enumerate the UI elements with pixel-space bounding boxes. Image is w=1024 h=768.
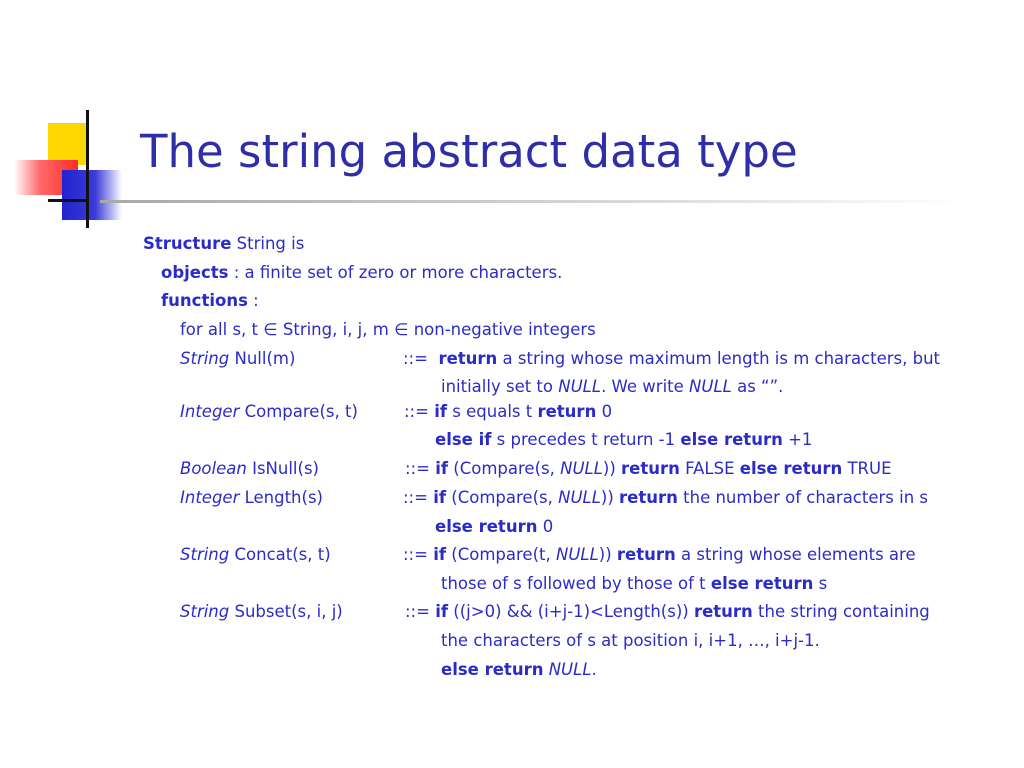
def-length-body-1 (403, 487, 928, 509)
definition-text: (Compare(s, (448, 459, 561, 478)
definition-text: 0 (537, 517, 554, 536)
def-isnull-body (405, 458, 892, 480)
definition-text: +1 (782, 430, 813, 449)
null-literal: NULL (555, 545, 599, 564)
definition-text: as “”. (731, 377, 784, 396)
definition-operator: ::= (403, 349, 428, 368)
def-subset-body-3 (441, 659, 597, 681)
slide-title: The string abstract data type (140, 125, 798, 178)
return-keyword: return (621, 459, 680, 478)
def-isnull-signature (180, 458, 319, 480)
function-signature: Concat(s, t) (229, 545, 331, 564)
definition-text: the string containing (752, 602, 930, 621)
def-null-signature (180, 348, 295, 370)
functions-keyword: functions (161, 291, 248, 310)
return-keyword: return (619, 488, 678, 507)
definition-text: )) (602, 459, 622, 478)
return-type: Integer (180, 402, 240, 421)
definition-operator: ::= (405, 602, 430, 621)
objects-text: : a finite set of zero or more characters. (228, 263, 563, 282)
def-null-body-2 (441, 376, 783, 398)
structure-keyword: Structure (143, 234, 232, 253)
else-if-keyword: else if (435, 430, 492, 449)
objects-line (161, 262, 562, 284)
return-keyword: return (616, 545, 676, 564)
else-return-keyword: else return (739, 459, 843, 478)
function-signature: IsNull(s) (246, 459, 319, 478)
return-type: String (180, 349, 230, 368)
return-type: String (180, 545, 230, 564)
return-keyword: return (438, 349, 498, 368)
definition-text: )) (600, 488, 620, 507)
else-return-keyword: else return (710, 574, 814, 593)
structure-line (143, 233, 304, 255)
definition-operator: ::= (403, 545, 428, 564)
else-return-keyword: else return (680, 430, 783, 449)
def-subset-body-1 (405, 601, 930, 623)
definition-text: s equals t (447, 402, 538, 421)
if-keyword: if (433, 545, 447, 564)
definition-text: a string whose elements are (675, 545, 916, 564)
definition-text: initially set to (441, 377, 559, 396)
definition-operator: ::= (405, 459, 430, 478)
return-type: String (180, 602, 230, 621)
return-keyword: return (537, 402, 597, 421)
definition-text: a string whose maximum length is m characters, but (497, 349, 941, 368)
return-keyword: return (693, 602, 753, 621)
def-subset-signature (180, 601, 343, 623)
definition-text: )) (598, 545, 617, 564)
if-keyword: if (433, 488, 447, 507)
structure-name: String is (231, 234, 305, 253)
null-literal: NULL (560, 459, 603, 478)
function-signature: Compare(s, t) (239, 402, 358, 421)
definition-text: . We write (601, 377, 690, 396)
null-literal: NULL (558, 488, 601, 507)
functions-line (161, 290, 259, 312)
functions-text: : (247, 291, 259, 310)
def-subset-body-2: the characters of s at position i, i+1, …, i+j-1. (441, 631, 820, 650)
definition-text: (Compare(t, (446, 545, 556, 564)
title-underline (100, 200, 970, 203)
return-type: Integer (180, 488, 240, 507)
function-signature: Subset(s, i, j) (229, 602, 343, 621)
def-length-body-2 (435, 516, 553, 538)
null-literal: NULL (558, 377, 602, 396)
decor-vertical-line (86, 110, 89, 228)
if-keyword: if (434, 402, 448, 421)
def-concat-body-2 (441, 573, 827, 595)
def-concat-body-1 (403, 544, 916, 566)
forall-line: for all s, t ∈ String, i, j, m ∈ non-negative integers (180, 320, 596, 339)
function-signature: Length(s) (239, 488, 323, 507)
if-keyword: if (435, 602, 449, 621)
definition-text: TRUE (842, 459, 892, 478)
def-compare-body-1 (404, 401, 612, 423)
else-return-keyword: else return (435, 517, 538, 536)
definition-text: s precedes t return -1 (491, 430, 681, 449)
def-length-signature (180, 487, 323, 509)
function-signature: Null(m) (229, 349, 296, 368)
definition-text: those of s followed by those of t (441, 574, 711, 593)
decor-yellow-square (48, 123, 88, 165)
def-null-body-1 (403, 348, 940, 370)
definition-text: ((j>0) && (i+j-1)<Length(s)) (448, 602, 694, 621)
definition-operator: ::= (404, 402, 429, 421)
decor-horizontal-line (48, 199, 88, 202)
def-concat-signature (180, 544, 331, 566)
definition-text: . (591, 660, 597, 679)
definition-text: FALSE (679, 459, 740, 478)
return-type: Boolean (180, 459, 247, 478)
objects-keyword: objects (161, 263, 229, 282)
definition-text: (Compare(s, (446, 488, 559, 507)
definition-text: the number of characters in s (677, 488, 929, 507)
def-compare-body-2 (435, 429, 812, 451)
null-literal: NULL (689, 377, 732, 396)
def-compare-signature (180, 401, 358, 423)
definition-text: 0 (596, 402, 613, 421)
definition-text: s (813, 574, 828, 593)
decor-blue-square (62, 170, 122, 220)
if-keyword: if (435, 459, 449, 478)
null-literal: NULL (548, 660, 592, 679)
else-return-keyword: else return (441, 660, 544, 679)
definition-operator: ::= (403, 488, 428, 507)
